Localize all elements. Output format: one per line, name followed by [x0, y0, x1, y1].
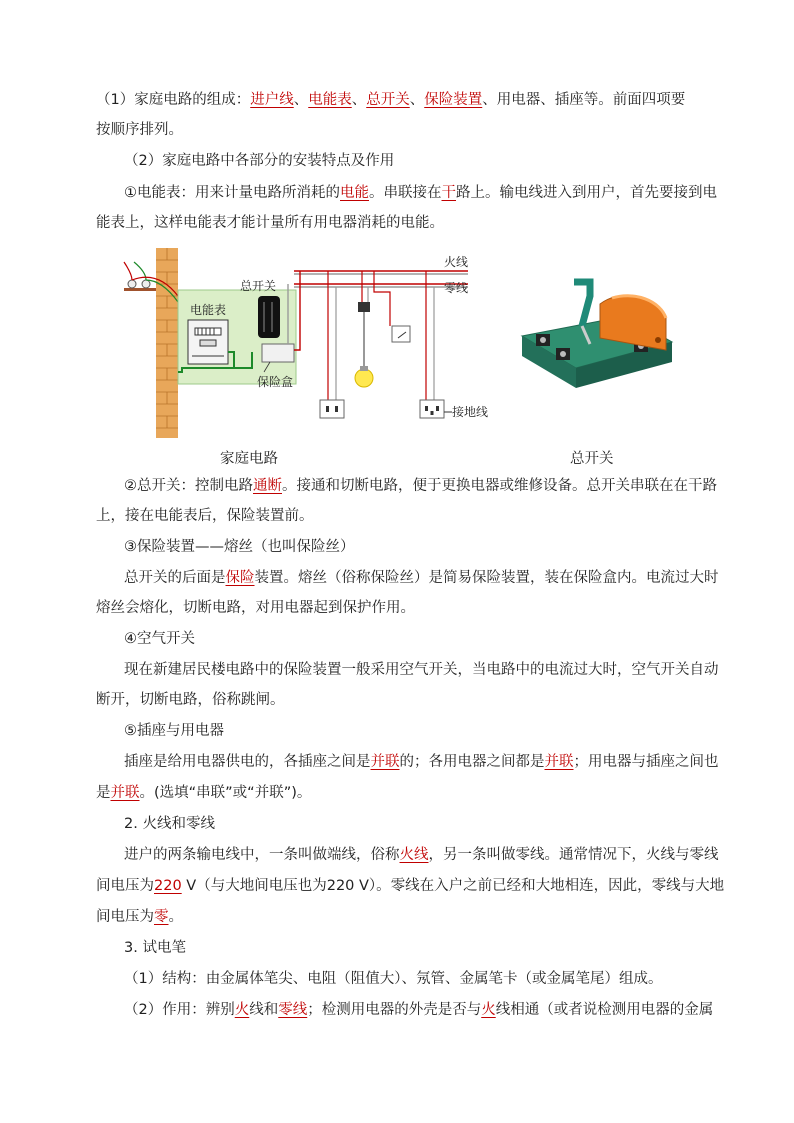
fuse-heading: ③保险装置——熔丝（也叫保险丝） [124, 539, 355, 555]
answer-keyword: 电能表 [308, 92, 352, 108]
text-run: （2）作用：辨别 [124, 1002, 235, 1018]
socket-line-1 [124, 752, 719, 772]
meter-label: 电能表 [190, 303, 227, 317]
answer-keyword: 并联 [544, 754, 574, 770]
air-switch-heading: ④空气开关 [124, 631, 195, 647]
lamp [355, 271, 373, 387]
text-run: 装置。熔丝（俗称保险丝）是简易保险装置，装在保险盒内。电流过大时 [254, 570, 719, 586]
text-run: 。串联接在 [369, 185, 442, 201]
meter-line-2: 能表上，这样电能表才能计量所有用电器消耗的电能。 [96, 215, 444, 231]
answer-keyword: 火 [481, 1002, 496, 1018]
section-3-heading: 3. 试电笔 [124, 940, 186, 956]
text-run: （1）家庭电路的组成： [96, 92, 251, 108]
socket-line-2 [96, 783, 311, 803]
text-run: V（与大地间电压也为220 V）。零线在入户之前已经和大地相连，因此，零线与大地 [181, 878, 725, 894]
text-run: 。(选填“串联”或“并联”)。 [139, 785, 312, 801]
text-run: ①电能表：用来计量电路所消耗的 [124, 185, 340, 201]
answer-keyword: 零 [154, 909, 169, 925]
meter-line-1 [124, 183, 717, 203]
text-run: ；用电器与插座之间也 [573, 754, 719, 770]
answer-keyword: 进户线 [250, 92, 294, 108]
install-heading: （2）家庭电路中各部分的安装特点及作用 [124, 153, 395, 169]
live-neutral-line-1 [124, 845, 719, 865]
text-run: ②总开关：控制电路 [124, 478, 253, 494]
air-switch-line-1: 现在新建居民楼电路中的保险装置一般采用空气开关，当电路中的电流过大时，空气开关自动 [124, 662, 719, 678]
switch-line-1 [124, 476, 717, 496]
answer-keyword: 通断 [253, 478, 282, 494]
caption-main-switch: 总开关 [570, 451, 614, 467]
tester-structure-line: （1）结构：由金属体笔尖、电阻（阻值大）、氖管、金属笔卡（或金属笔尾）组成。 [124, 971, 663, 987]
text-run: 、 [409, 92, 425, 108]
text-run: 线相通（或者说检测用电器的金属 [495, 1002, 714, 1018]
text-run: 。 [168, 909, 183, 925]
live-neutral-line-2 [96, 876, 724, 896]
text-run: 间电压为 [96, 909, 154, 925]
socket-heading: ⑤插座与用电器 [124, 723, 224, 739]
energy-meter [188, 320, 228, 364]
composition-line-1 [96, 90, 685, 110]
fuse-line-1 [124, 568, 719, 588]
text-run: 、 [293, 92, 309, 108]
section-2-heading: 2. 火线和零线 [124, 816, 215, 832]
answer-keyword: 并联 [370, 754, 400, 770]
answer-keyword: 火 [234, 1002, 250, 1018]
knife-switch-illustration [516, 278, 676, 408]
neutral-wire-label: 零线 [444, 281, 469, 295]
text-run: 线和 [249, 1002, 279, 1018]
main-switch-symbol [258, 296, 280, 338]
answer-keyword: 保险 [225, 570, 255, 586]
tester-function-line [124, 1000, 713, 1020]
answer-keyword: 保险装置 [424, 92, 483, 108]
text-run: 的；各用电器之间都是 [399, 754, 545, 770]
text-run: ，另一条叫做零线。通常情况下，火线与零线 [428, 847, 719, 863]
text-run: ；检测用电器的外壳是否与 [307, 1002, 482, 1018]
text-run: 。接通和切断电路，便于更换电器或维修设备。总开关串联在在干路 [282, 478, 717, 494]
answer-keyword: 并联 [110, 785, 140, 801]
answer-keyword: 干 [441, 185, 456, 201]
fuse-box-symbol [262, 344, 294, 362]
main-switch-label: 总开关 [240, 279, 277, 293]
text-run: 是 [96, 785, 111, 801]
answer-keyword: 电能 [340, 185, 369, 201]
wall-switch [374, 271, 410, 342]
air-switch-line-2: 断开，切断电路，俗称跳闸。 [96, 692, 285, 708]
composition-line-2: 按顺序排列。 [96, 122, 183, 138]
socket-1 [320, 271, 344, 418]
text-run: 进户的两条输电线中，一条叫做端线，俗称 [124, 847, 400, 863]
text-run: 、用电器、插座等。前面四项要 [482, 92, 686, 108]
household-circuit-diagram [122, 244, 492, 440]
text-run: 路上。输电线进入到用户，首先要接到电 [456, 185, 717, 201]
live-neutral-line-3 [96, 907, 183, 927]
answer-keyword: 总开关 [366, 92, 410, 108]
fuse-box-label: 保险盒 [257, 375, 294, 389]
answer-keyword: 220 [154, 878, 182, 894]
live-wire-label: 火线 [444, 255, 469, 269]
text-run: 总开关的后面是 [124, 570, 226, 586]
brick-wall [156, 248, 178, 438]
caption-household-circuit: 家庭电路 [220, 451, 278, 467]
answer-keyword: 零线 [278, 1002, 308, 1018]
ground-wire-label: 接地线 [452, 405, 489, 419]
answer-keyword: 火线 [399, 847, 429, 863]
text-run: 、 [351, 92, 367, 108]
fuse-line-2: 熔丝会熔化，切断电路，对用电器起到保护作用。 [96, 600, 415, 616]
text-run: 插座是给用电器供电的，各插座之间是 [124, 754, 371, 770]
text-run: 间电压为 [96, 878, 154, 894]
switch-line-2: 上，接在电能表后，保险装置前。 [96, 508, 314, 524]
